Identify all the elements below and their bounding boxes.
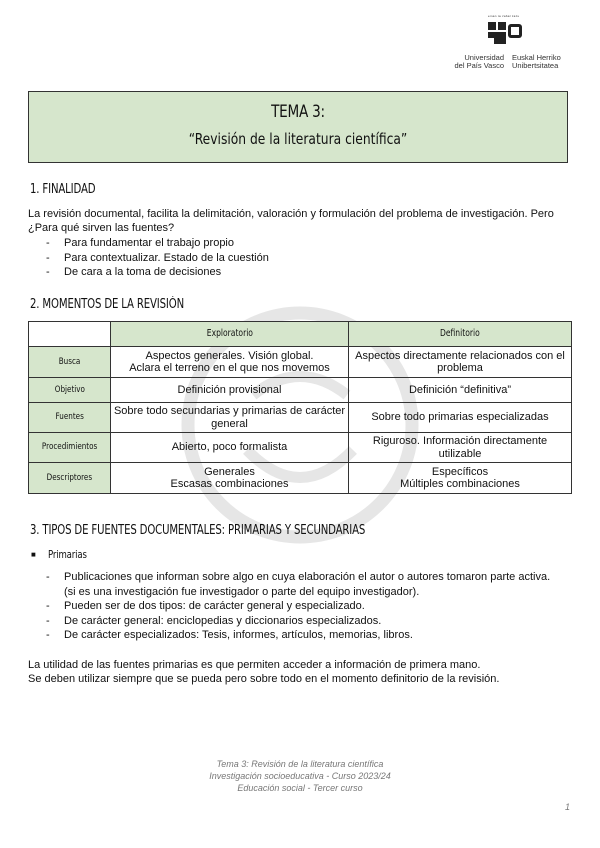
table-cell: Generales Escasas combinaciones <box>111 463 349 494</box>
table-cell: Sobre todo secundarias y primarias de carácter general <box>111 403 349 433</box>
subheading-primarias: Primarias <box>48 548 87 561</box>
section3-closing-paragraph: La utilidad de las fuentes primarias es que permiten acceder a información de primera mano. Se deben utilizar siempre que se pueda pero sobre todo en el momento definitorio de la revisión. <box>28 659 500 685</box>
table-row <box>29 403 572 433</box>
column-header-definitorio: Definitorio <box>349 322 572 347</box>
table-corner-cell <box>29 322 111 347</box>
section3-list: - Publicaciones que informan sobre algo en cuya elaboración el autor o autores tomaron parte activa. (si es una investigación fue investigador o parte del equipo investigador). - Pueden ser de dos tipos: de carácter general y especializado. - De carácter general: enciclopedias y diccionarios especializados. - De carácter especializados: Tesis, informes, artículos, memorias, libros. <box>46 571 551 641</box>
row-label: Objetivo <box>29 378 111 403</box>
table-cell: Definición “definitiva” <box>349 378 572 403</box>
title-box <box>28 91 568 163</box>
moments-table <box>28 321 572 494</box>
table-row <box>29 378 572 403</box>
table-cell: Abierto, poco formalista <box>111 433 349 463</box>
page-title: TEMA 3: <box>271 102 325 122</box>
section1-list: - Para fundamentar el trabajo propio - Para contextualizar. Estado de la cuestión - De cara a la toma de decisiones <box>46 237 269 278</box>
section1-paragraph: La revisión documental, facilita la delimitación, valoración y formulación del problema de investigación. Pero ¿Para qué sirven las fuentes? <box>28 208 554 234</box>
table-cell: Sobre todo primarias especializadas <box>349 403 572 433</box>
table-cell: Aspectos generales. Visión global. Aclara el terreno en el que nos movemos <box>111 347 349 378</box>
table-cell: Específicos Múltiples combinaciones <box>349 463 572 494</box>
logo-mark-icon <box>486 20 524 46</box>
row-label: Descriptores <box>29 463 111 494</box>
logo-text-eu: Euskal Herriko Unibertsitatea <box>512 53 561 70</box>
page-number: 1 <box>565 802 571 812</box>
square-bullet-icon: ■ <box>31 550 36 559</box>
table-cell: Riguroso. Información directamente utilizable <box>349 433 572 463</box>
row-label: Fuentes <box>29 403 111 433</box>
table-cell: Definición provisional <box>111 378 349 403</box>
column-header-exploratorio: Exploratorio <box>111 322 349 347</box>
table-row <box>29 463 572 494</box>
logo-text-es: Universidad del País Vasco <box>454 53 504 70</box>
section-heading-finalidad: 1. FINALIDAD <box>30 182 96 197</box>
section-heading-momentos: 2. MOMENTOS DE LA REVISIÓN <box>30 297 185 312</box>
page-subtitle: “Revisión de la literatura científica” <box>188 130 408 148</box>
page-footer: Tema 3: Revisión de la literatura científica Investigación socioeducativa - Curso 2023/24 Educación social - Tercer curso <box>209 759 391 793</box>
table-row <box>29 347 572 378</box>
university-logo <box>440 14 570 74</box>
row-label: Busca <box>29 347 111 378</box>
logo-motto: eman ta zabal zazu <box>488 14 520 18</box>
table-header-row <box>29 322 572 347</box>
section-heading-tipos: 3. TIPOS DE FUENTES DOCUMENTALES: PRIMARIAS Y SECUNDARIAS <box>30 523 366 538</box>
row-label: Procedimientos <box>29 433 111 463</box>
table-row <box>29 433 572 463</box>
table-cell: Aspectos directamente relacionados con el problema <box>349 347 572 378</box>
